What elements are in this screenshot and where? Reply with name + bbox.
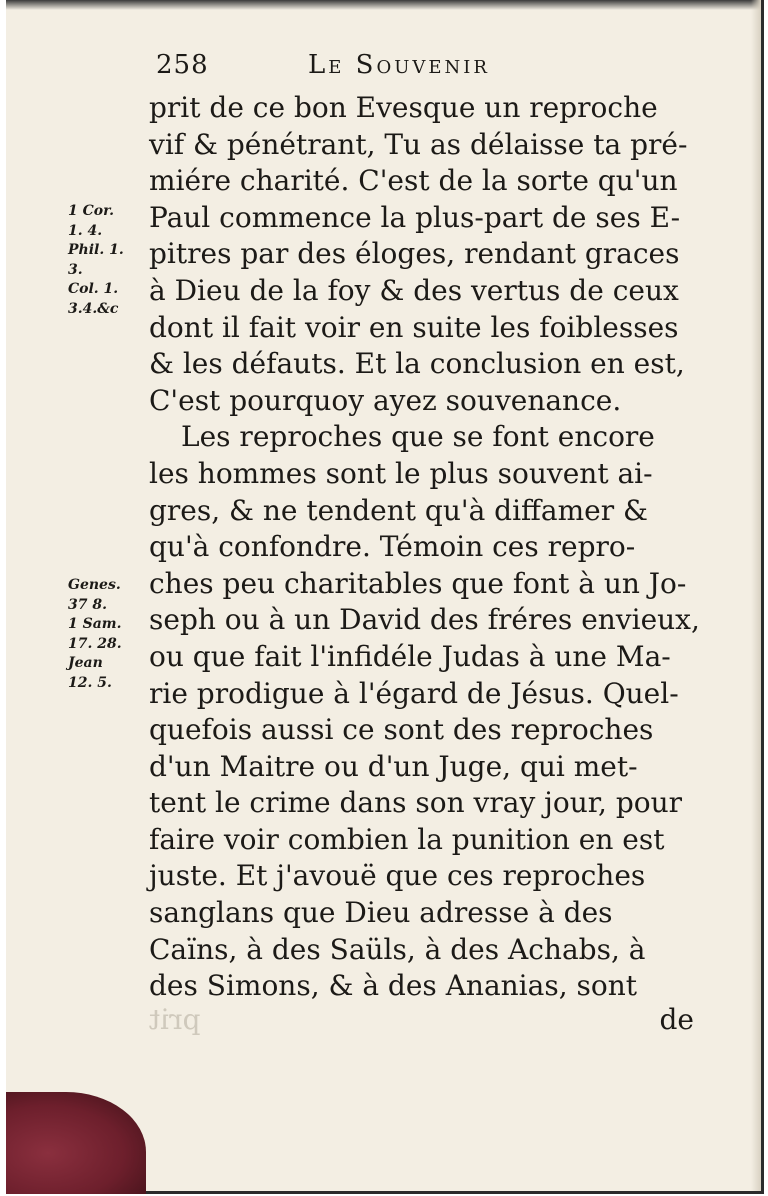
page-edge [751,0,761,1191]
text-line: faire voir combien la punition en est [149,822,665,856]
running-title: Le Souvenir [308,50,490,80]
text-line: ou que fait l'infidéle Judas à une Ma- [149,639,671,673]
text-line: rie prodigue à l'égard de Jésus. Quel- [149,676,679,710]
text-line: à Dieu de la foy & des vertus de ceux [149,273,679,307]
text-line: gres, & ne tendent qu'à diffamer & [149,493,648,527]
page-shadow [6,0,761,10]
text-line: d'un Maitre ou d'un Juge, qui met- [149,749,638,783]
margin-note: 1 Cor. [68,203,115,219]
margin-note: 17. 28. [68,635,122,652]
text-line: & les défauts. Et la conclusion en est, [149,347,685,381]
margin-note: 3. [68,261,83,278]
margin-notes-references-2 [68,576,153,693]
catchword: de [659,1003,694,1036]
text-line: Caïns, à des Saüls, à des Achabs, à [149,932,646,966]
text-line: sanglans que Dieu adresse à des [149,896,613,930]
text-line: Paul commence la plus-part de ses E- [149,200,681,234]
margin-note: 3.4.&c [68,300,119,317]
margin-note: Phil. 1. [68,242,124,258]
ribbon-bookmark [6,1092,146,1194]
bleed-through-text: prit [149,1003,201,1036]
text-line: pitres par des éloges, rendant graces [149,237,680,271]
margin-note: Col. 1. [68,281,119,297]
text-line: Les reproches que se font encore [181,420,655,454]
text-line: miére charité. C'est de la sorte qu'un [149,164,678,198]
text-line: dont il fait voir en suite les foiblesses [149,310,679,344]
text-line: qu'à confondre. Témoin ces repro- [149,530,636,564]
text-line: les hommes sont le plus souvent ai- [149,456,653,490]
margin-note: 37 8. [68,596,107,613]
text-line: vif & pénétrant, Tu as délaisse ta pré- [149,127,688,161]
book-page [6,0,764,1194]
text-line: C'est pourquoy ayez souvenance. [149,383,622,417]
text-line: quefois aussi ce sont des reproches [149,713,654,747]
page-number: 258 [156,50,209,80]
text-line: ches peu charitables que font à un Jo- [149,566,687,600]
text-line: prit de ce bon Evesque un reproche [149,91,658,124]
text-line: seph ou à un David des fréres envieux, [149,603,700,637]
margin-notes-references-1 [68,202,153,319]
text-line: tent le crime dans son vray jour, pour [149,786,683,820]
margin-note: Jean [68,655,103,671]
text-line: juste. Et j'avouë que ces reproches [149,859,646,893]
body-text [149,90,704,1005]
margin-note: 1. 4. [68,222,103,239]
text-line: des Simons, & à des Ananias, sont [149,969,638,1003]
margin-note: 1 Sam. [68,616,122,632]
page-header [156,50,716,86]
margin-note: Genes. [68,577,121,593]
margin-note: 12. 5. [68,674,112,691]
